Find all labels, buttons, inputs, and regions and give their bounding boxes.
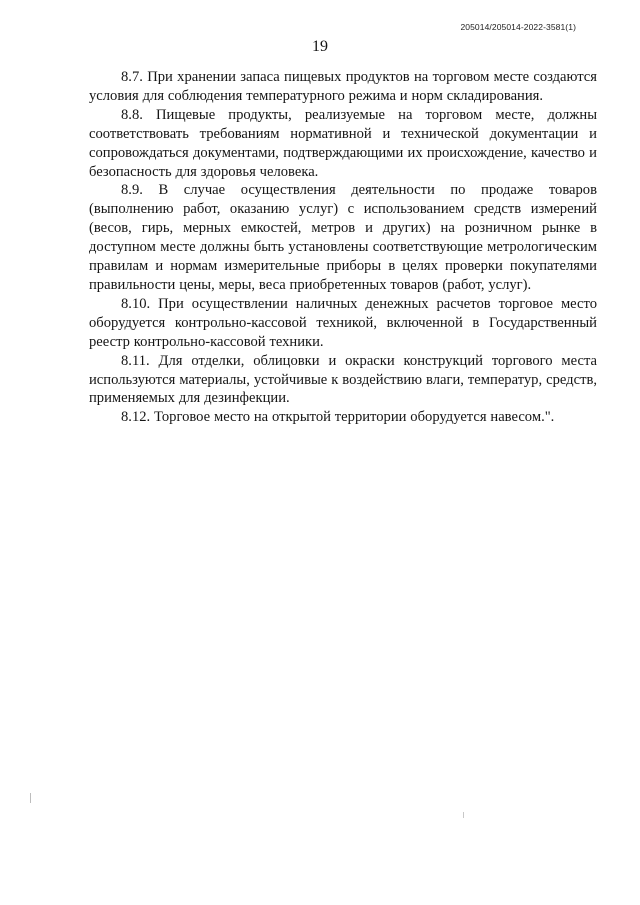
paragraph-8-7: 8.7. При хранении запаса пищевых продуктов на торговом месте создаются условия для соблюдения температурного режима и норм складирования.	[89, 69, 597, 104]
document-body	[89, 68, 597, 427]
paragraph-8-10: 8.10. При осуществлении наличных денежных расчетов торговое место оборудуется контрольно-кассовой техникой, включенной в Государственный реестр контрольно-кассовой техники.	[89, 295, 597, 350]
paragraph-8-12: 8.12. Торговое место на открытой территории оборудуется навесом.".	[121, 409, 555, 426]
document-id: 205014/205014-2022-3581(1)	[460, 22, 576, 32]
scan-artifact	[30, 793, 31, 803]
paragraph-8-8: 8.8. Пищевые продукты, реализуемые на торговом месте, должны соответствовать требованиям нормативной и технической документации и сопровождаться документами, подтверждающими их происхождение, качество и безопасность для здоровья человека.	[89, 106, 597, 180]
page-number: 19	[312, 38, 328, 55]
scan-artifact	[463, 812, 464, 818]
paragraph-8-9: 8.9. В случае осуществления деятельности по продаже товаров (выполнению работ, оказанию услуг) с использованием средств измерений (весов, гирь, мерных емкостей, метров и других) на розничном рынке в доступном месте должны быть установлены соответствующие метрологическим правилам и нормам измерительные приборы в целях проверки покупателями правильности цены, меры, веса приобретенных товаров (работ, услуг).	[89, 182, 597, 293]
paragraph-8-11: 8.11. Для отделки, облицовки и окраски конструкций торгового места используются материалы, устойчивые к воздействию влаги, температур, средств, применяемых для дезинфекции.	[89, 352, 597, 407]
